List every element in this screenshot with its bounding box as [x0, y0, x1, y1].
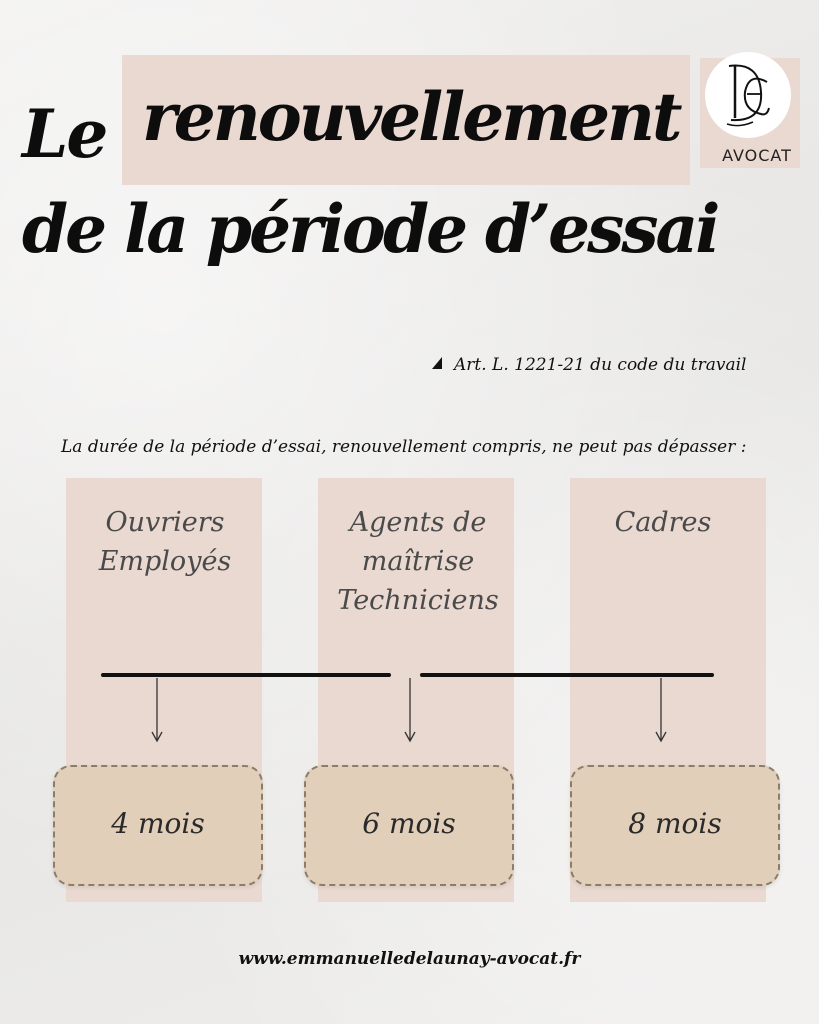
website-url: www.emmanuelledelaunay-avocat.fr: [238, 949, 581, 969]
duration-box-ouvriers: [53, 765, 263, 886]
category-line: Cadres: [614, 507, 712, 538]
category-ouvriers-employes: [45, 503, 285, 581]
category-line: Ouvriers: [105, 507, 225, 538]
title-word-le: Le: [22, 95, 107, 173]
intro-text: La durée de la période d’essai, renouvellement compris, ne peut pas dépasser :: [61, 437, 747, 457]
duration-value: 4 mois: [111, 807, 205, 840]
divider-line-left: [101, 673, 391, 677]
category-line: maîtrise: [361, 546, 475, 577]
legal-reference-text: Art. L. 1221-21 du code du travail: [454, 355, 747, 375]
arrow-down-icon: [403, 678, 417, 744]
triangle-bullet-icon: [432, 357, 442, 369]
category-agents-techniciens: [298, 503, 538, 620]
divider-line-right: [420, 673, 714, 677]
category-line: Agents de: [349, 507, 487, 538]
category-cadres: [543, 503, 783, 542]
arrow-down-icon: [654, 678, 668, 744]
duration-box-cadres: [570, 765, 780, 886]
duration-value: 8 mois: [628, 807, 722, 840]
duration-box-agents: [304, 765, 514, 886]
monogram-ed-icon: [705, 52, 791, 138]
logo-text: AVOCAT: [722, 146, 792, 165]
category-line: Employés: [98, 546, 232, 577]
duration-value: 6 mois: [362, 807, 456, 840]
legal-reference: [432, 355, 746, 375]
arrow-down-icon: [150, 678, 164, 744]
category-line: Techniciens: [337, 585, 499, 616]
title-word-renouvellement: renouvellement: [142, 78, 680, 156]
title-line-2: de la période d’essai: [22, 190, 718, 268]
